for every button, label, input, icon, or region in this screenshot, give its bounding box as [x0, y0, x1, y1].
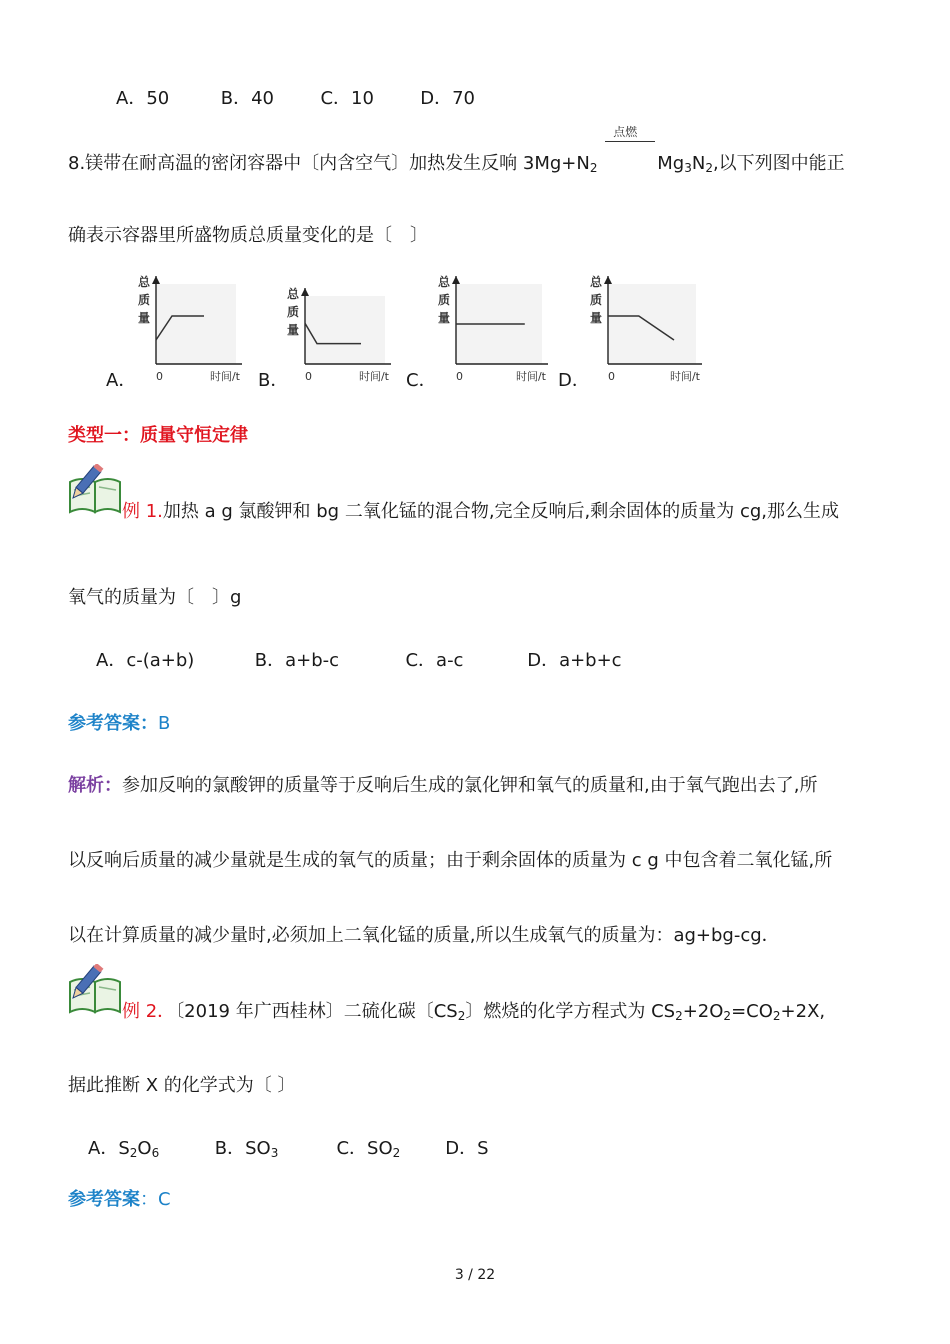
- ex2-option-c: C．$SO_2$: [336, 1134, 439, 1160]
- ex2-text-c: +2O: [682, 1001, 724, 1022]
- ex1-option-b: B．a+b-c: [254, 650, 340, 671]
- q7-option-a: A．50: [116, 88, 170, 109]
- page-number: 3 / 22: [454, 1267, 496, 1283]
- graph-label-a: A．: [106, 370, 137, 391]
- y-axis-label-char: 量: [287, 323, 300, 337]
- ex1-option-d: D．a+b+c: [527, 650, 622, 671]
- y-axis-label-char: 量: [438, 311, 451, 325]
- ex2-option-c-text: C．SO: [336, 1138, 393, 1159]
- x-axis-label: 时间/t: [669, 370, 700, 383]
- graph-background: [305, 296, 385, 364]
- q7-option-b: B．40: [220, 88, 274, 109]
- x-axis-label: 时间/t: [515, 370, 546, 383]
- ex1-options: [96, 646, 622, 672]
- ex2-text-d: =CO: [731, 1001, 773, 1022]
- origin-label: 0: [608, 370, 615, 383]
- origin-label: 0: [305, 370, 312, 383]
- y-axis-label-char: 质: [287, 305, 300, 319]
- ex2-text-a: 〔2019 年广西桂林〕二硫化碳〔CS: [175, 1001, 458, 1022]
- y-axis-arrow: [604, 276, 612, 284]
- graph-b: [285, 282, 395, 388]
- origin-label: 0: [456, 370, 463, 383]
- graph-label-c: C．: [406, 370, 437, 391]
- ex2-text-b: 〕燃烧的化学方程式为 CS: [465, 1001, 676, 1022]
- ex2-option-b-text: B．SO: [214, 1138, 271, 1159]
- condition-text: 点燃: [613, 125, 638, 139]
- x-axis-label: 时间/t: [209, 370, 240, 383]
- y-axis-arrow: [301, 288, 309, 296]
- q8-line1-post: ,以下列图中能正: [712, 153, 845, 174]
- ex2-option-d: D．S: [445, 1138, 489, 1159]
- graph-d: [588, 270, 706, 388]
- ex2-options: [88, 1134, 489, 1160]
- ex2-option-a-text: A．S: [88, 1138, 130, 1159]
- ex1-analysis-3: 以在计算质量的减少量时,必须加上二氧化锰的质量,所以生成氧气的质量为：ag+bg-cg．: [68, 925, 780, 946]
- section-title: 类型一：质量守恒定律: [68, 425, 248, 446]
- reaction-condition: [605, 125, 655, 169]
- q8-line1-pre: 8.镁带在耐高温的密闭容器中〔内含空气〕加热发生反响 3Mg+N: [68, 153, 590, 174]
- y-axis-label-char: 总: [138, 275, 151, 289]
- origin-label: 0: [156, 370, 163, 383]
- y-axis-label-char: 质: [138, 293, 151, 307]
- ex2-label: 例 2．: [122, 1001, 176, 1022]
- ex1-answer-label: 参考答案：: [68, 713, 158, 734]
- ex1-line1-text: 加热 a g 氯酸钾和 bg 二氧化锰的混合物,完全反响后,剩余固体的质量为 cg,那么生成: [162, 501, 840, 522]
- analysis-text-1: 参加反响的氯酸钾的质量等于反响后生成的氯化钾和氧气的质量和,由于氧气跑出去了,所: [122, 775, 818, 796]
- y-axis-label-char: 质: [438, 293, 451, 307]
- graph-a: [136, 270, 246, 388]
- book-pencil-icon-2: [68, 964, 122, 1014]
- y-axis-label-char: 总: [287, 287, 300, 301]
- y-axis-arrow: [152, 276, 160, 284]
- ex2-line1: 例 2．〔2019 年广西桂林〕二硫化碳〔$CS_2$〕燃烧的化学方程式为 $CS_2+2O_2=CO_2+2X$,: [122, 1001, 826, 1023]
- y-axis-label-char: 总: [438, 275, 451, 289]
- q7-option-c: C．10: [320, 88, 374, 109]
- y-axis-arrow: [452, 276, 460, 284]
- ex2-option-a: A．$S_2O_6$: [88, 1134, 209, 1160]
- y-axis-label-char: 总: [590, 275, 603, 289]
- x-axis-label: 时间/t: [358, 370, 389, 383]
- ex1-answer: [68, 709, 170, 735]
- y-axis-label-char: 量: [138, 311, 151, 325]
- ex2-option-b: B．$SO_3$: [215, 1134, 331, 1160]
- ex2-answer-value: ：C: [140, 1189, 171, 1210]
- graph-label-d: D．: [558, 370, 590, 391]
- q8-line2: 确表示容器里所盛物质总质量变化的是〔 〕: [68, 225, 428, 246]
- graph-label-b: B．: [258, 370, 289, 391]
- ex2-line2: 据此推断 X 的化学式为〔 〕: [68, 1075, 296, 1096]
- ex2-answer: [68, 1185, 171, 1211]
- ex1-option-a: A．c-(a+b): [96, 650, 195, 671]
- ex1-analysis-1: [68, 771, 817, 797]
- y-axis-label-char: 量: [590, 311, 603, 325]
- book-pencil-icon: [68, 464, 122, 514]
- q7-options: [116, 84, 475, 110]
- ex1-line1: [122, 497, 839, 523]
- ex2-answer-label: 参考答案: [68, 1189, 140, 1210]
- q7-option-d: D．70: [420, 88, 475, 109]
- condition-line: [605, 141, 655, 142]
- ex1-option-c: C．a-c: [405, 650, 464, 671]
- ex2-text-e: +2X,: [780, 1001, 826, 1022]
- ex1-analysis-2: 以反响后质量的减少量就是生成的氧气的质量；由于剩余固体的质量为 c g 中包含着二氧化锰,所: [68, 850, 833, 871]
- ex1-label: 例 1.: [122, 501, 163, 522]
- graph-background: [156, 284, 236, 364]
- y-axis-label-char: 质: [590, 293, 603, 307]
- q8-line1: 8.镁带在耐高温的密闭容器中〔内含空气〕加热发生反响 $3Mg+N_2$ 点燃 $Mg_3N_2$,以下列图中能正: [68, 125, 845, 175]
- graph-c: [436, 270, 552, 388]
- analysis-label: 解析：: [68, 775, 122, 796]
- ex1-answer-value: B: [158, 713, 171, 734]
- ex1-line2: 氧气的质量为〔 〕g: [68, 587, 242, 608]
- graph-background: [608, 284, 696, 364]
